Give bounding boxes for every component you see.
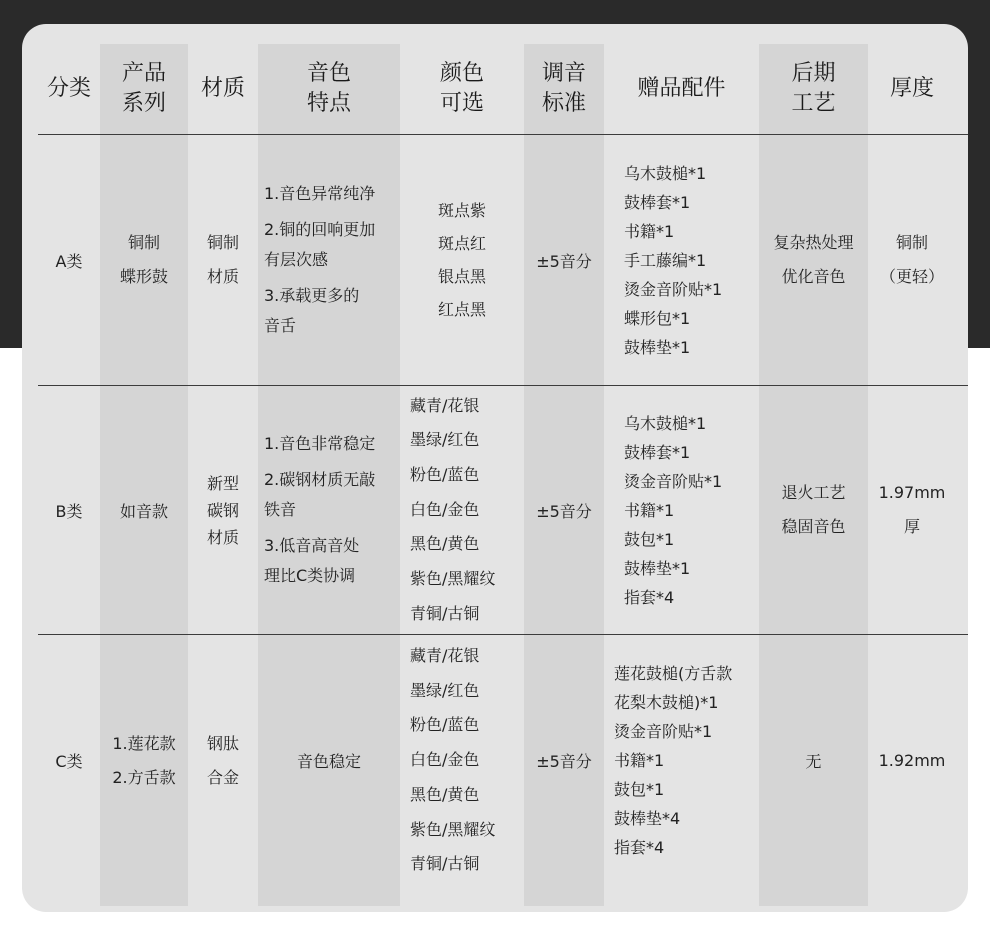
tone-feature: [264, 179, 375, 209]
row-b-tuning: [524, 386, 604, 634]
header-accessories: [604, 44, 759, 134]
row-b-tone: [258, 386, 400, 634]
row-c-series: [100, 635, 188, 886]
cell-text: 音色: [306, 61, 351, 86]
cell-text: 2.碳钢材质无敲: [264, 470, 376, 489]
cell-text: 铜制: [206, 233, 239, 252]
cell-text: 粉色/蓝色: [410, 715, 480, 735]
cell-text: 1.莲花款: [112, 733, 176, 753]
cell-text: 特点: [306, 91, 351, 116]
cell-text: 墨绿/红色: [410, 680, 480, 700]
cell-text: 烫金音阶贴*1: [624, 471, 723, 491]
row-b-material: [188, 386, 258, 634]
cell-text: 材质: [200, 76, 245, 101]
cell-text: 1.97mm: [878, 483, 946, 502]
row-a-tone: [258, 135, 400, 385]
cell-text: 莲花鼓槌(方舌款: [614, 664, 733, 683]
tone-feature: [264, 465, 375, 525]
cell-text: 赠品配件: [637, 76, 726, 101]
cell-text: 蝶形鼓: [119, 267, 168, 286]
cell-text: 产品: [121, 61, 166, 86]
cell-text: 斑点红: [437, 234, 486, 253]
cell-text: 稳固音色: [781, 517, 846, 536]
row-a-colors: [400, 135, 524, 385]
cell-text: 2.铜的回响更加: [264, 220, 376, 239]
cell-text: 系列: [121, 91, 166, 116]
cell-text: 白色/金色: [410, 499, 480, 519]
row-c-accessories: [604, 635, 759, 886]
cell-text: A类: [55, 251, 83, 271]
cell-text: 青铜/古铜: [410, 854, 480, 874]
cell-text: 新型: [206, 473, 239, 493]
cell-text: 鼓包*1: [614, 780, 665, 799]
row-c-process: [759, 635, 868, 886]
tone-feature: [264, 531, 359, 591]
cell-text: 紫色/黑耀纹: [410, 569, 496, 589]
row-a-accessories: [604, 135, 759, 385]
cell-text: 铜制: [895, 233, 928, 252]
cell-text: 如音款: [119, 501, 168, 521]
cell-text: 碳钢: [206, 500, 239, 520]
cell-text: 标准: [541, 91, 586, 116]
row-b-accessories: [604, 386, 759, 634]
row-a-thickness: [868, 135, 956, 385]
header-thickness: [868, 44, 956, 134]
cell-text: 银点黑: [437, 267, 486, 286]
cell-text: 乌木鼓槌*1: [624, 413, 707, 433]
cell-text: 退火工艺: [781, 483, 846, 502]
row-a-series: [100, 135, 188, 385]
cell-text: 厚: [903, 517, 920, 536]
cell-text: 花梨木鼓槌)*1: [614, 693, 719, 712]
cell-text: 音色稳定: [296, 752, 361, 771]
header-series: [100, 44, 188, 134]
cell-text: 藏青/花银: [410, 646, 480, 666]
cell-text: 后期: [791, 61, 836, 86]
header-category: [38, 44, 100, 134]
cell-text: 书籍*1: [624, 500, 675, 520]
cell-text: 黑色/黄色: [410, 534, 480, 554]
row-c-thickness: [868, 635, 956, 886]
cell-text: 烫金音阶贴*1: [614, 722, 713, 741]
cell-text: 复杂热处理: [773, 233, 854, 252]
header-material: [188, 44, 258, 134]
cell-text: 乌木鼓槌*1: [624, 163, 707, 183]
cell-text: 无: [805, 752, 822, 771]
row-b-series: [100, 386, 188, 634]
cell-text: 3.低音高音处: [264, 536, 360, 555]
tone-feature: [264, 429, 375, 459]
header-tone: [258, 44, 400, 134]
row-c-category: [38, 635, 100, 886]
cell-text: 指套*4: [624, 587, 675, 607]
cell-text: 蝶形包*1: [624, 308, 691, 328]
cell-text: 白色/金色: [410, 750, 480, 770]
cell-text: B类: [55, 501, 83, 521]
cell-text: 手工藤编*1: [624, 250, 707, 270]
row-a-material: [188, 135, 258, 385]
cell-text: 调音: [541, 61, 586, 86]
cell-text: 2.方舌款: [112, 767, 176, 787]
cell-text: 红点黑: [437, 300, 486, 319]
row-a-process: [759, 135, 868, 385]
cell-text: 颜色: [439, 61, 484, 86]
row-a-category: [38, 135, 100, 385]
cell-text: 鼓棒垫*1: [624, 337, 691, 357]
tone-feature: [264, 215, 375, 275]
cell-text: 鼓包*1: [624, 529, 675, 549]
cell-text: 理比C类协调: [264, 566, 356, 585]
cell-text: 藏青/花银: [410, 395, 480, 415]
cell-text: ±5音分: [536, 251, 592, 271]
cell-text: 书籍*1: [624, 221, 675, 241]
cell-text: 1.音色非常稳定: [264, 434, 376, 453]
cell-text: 烫金音阶贴*1: [624, 279, 723, 299]
row-b-process: [759, 386, 868, 634]
cell-text: 音舌: [264, 316, 297, 335]
cell-text: 书籍*1: [614, 751, 665, 770]
cell-text: 可选: [439, 91, 484, 116]
row-b-category: [38, 386, 100, 634]
cell-text: 合金: [206, 767, 239, 787]
cell-text: 铜制: [127, 233, 160, 252]
cell-text: 铁音: [264, 500, 297, 519]
cell-text: 鼓棒垫*4: [614, 809, 681, 828]
cell-text: 有层次感: [264, 250, 329, 269]
row-b-colors: [400, 386, 524, 634]
cell-text: 1.92mm: [878, 751, 946, 770]
cell-text: 材质: [206, 267, 239, 286]
row-b-thickness: [868, 386, 956, 634]
cell-text: 工艺: [791, 91, 836, 116]
cell-text: 材质: [206, 527, 239, 547]
cell-text: 墨绿/红色: [410, 430, 480, 450]
cell-text: 鼓棒套*1: [624, 442, 691, 462]
cell-text: ±5音分: [536, 501, 592, 521]
header-colors: [400, 44, 524, 134]
cell-text: 厚度: [889, 76, 934, 101]
cell-text: 鼓棒垫*1: [624, 558, 691, 578]
cell-text: 鼓棒套*1: [624, 192, 691, 212]
cell-text: 黑色/黄色: [410, 784, 480, 804]
header-process: [759, 44, 868, 134]
row-c-material: [188, 635, 258, 886]
cell-text: （更轻）: [879, 267, 944, 286]
cell-text: 优化音色: [781, 267, 846, 286]
row-a-tuning: [524, 135, 604, 385]
cell-text: 1.音色异常纯净: [264, 184, 376, 203]
cell-text: 紫色/黑耀纹: [410, 819, 496, 839]
cell-text: 钢肽: [206, 733, 239, 753]
cell-text: ±5音分: [536, 752, 592, 771]
cell-text: 青铜/古铜: [410, 603, 480, 623]
row-c-tuning: [524, 635, 604, 886]
header-tuning: [524, 44, 604, 134]
cell-text: C类: [55, 752, 83, 771]
cell-text: 3.承载更多的: [264, 286, 360, 305]
cell-text: 分类: [46, 76, 91, 101]
cell-text: 斑点紫: [437, 201, 486, 220]
row-c-tone: [258, 635, 400, 886]
cell-text: 粉色/蓝色: [410, 464, 480, 484]
tone-feature: [264, 281, 359, 341]
cell-text: 指套*4: [614, 838, 665, 857]
tone-feature: [297, 749, 361, 772]
spec-table: [22, 24, 968, 912]
row-c-colors: [400, 635, 524, 886]
